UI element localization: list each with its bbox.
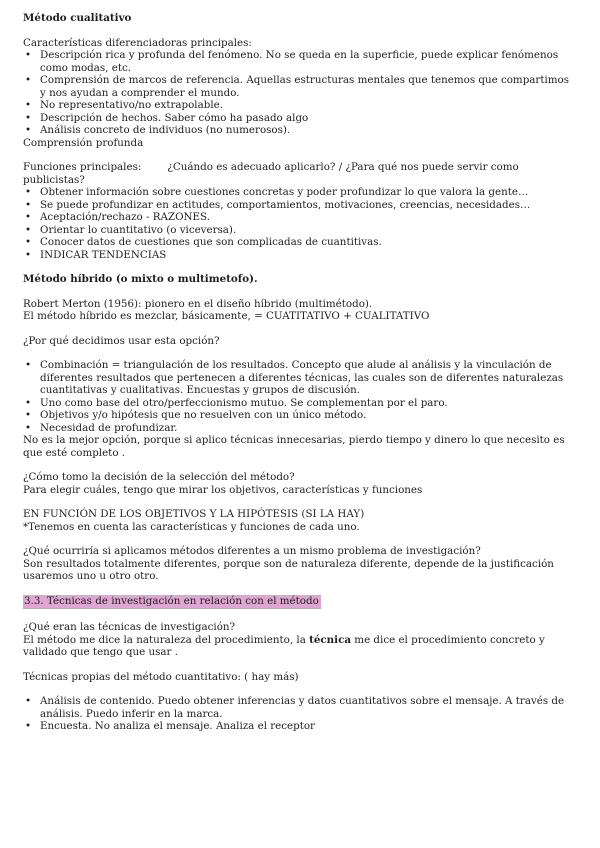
list-item: • Orientar lo cuantitativo (o viceversa). [25, 223, 237, 236]
bullet-icon: • [25, 720, 32, 732]
decision-answer-2: Son resultados totalmente diferentes, porque son de naturaleza diferente, depende de la justificación usaremos uno u otro otro. [23, 557, 554, 582]
bullet-icon: • [25, 49, 32, 61]
decision-funcion: EN FUNCIÓN DE LOS OBJETIVOS Y LA HIPÓTESIS (SI LA HAY) [23, 508, 365, 520]
list-item: • Análisis concreto de individuos (no numerosos). [25, 124, 291, 136]
bullet-icon: • [25, 186, 32, 198]
list-item: • Análisis de contenido. Puedo obtener inferencias y datos cuantitativos sobre el mensaje. A través de análisis. Puedo inferir en la marca. [25, 695, 565, 720]
decision-question: ¿Cómo tomo la decisión de la selección del método? [23, 471, 295, 483]
list-item: • INDICAR TENDENCIAS [25, 248, 167, 261]
list-item: • Comprensión de marcos de referencia. Aquellas estructuras mentales que tenemos que compartimos y nos ayudan a comprender el mundo. [25, 74, 570, 99]
funciones-question: ¿Cuándo es adecuado aplicarlo? / ¿Para qué nos puede servir como publicistas? [23, 161, 519, 186]
hibrido-note: No es la mejor opción, porque si aplico técnicas innecesarias, pierdo tiempo y dinero lo que necesito es que esté completo . [23, 434, 565, 459]
tecnicas-question: ¿Qué eran las técnicas de investigación? [23, 621, 236, 633]
list-item: • Necesidad de profundizar. [25, 421, 178, 434]
bullet-icon: • [25, 396, 32, 409]
section-heading-hibrido: Método híbrido (o mixto o multimetofo). [23, 273, 258, 285]
caracteristicas-list [23, 49, 570, 137]
funciones-line [23, 161, 570, 186]
list-item: • Conocer datos de cuestiones que son complicadas de cuantitivas. [25, 236, 382, 248]
highlighted-section-title: 3.3. Técnicas de investigación en relación con el método [23, 595, 321, 610]
section-heading-cualitativo: Método cualitativo [23, 12, 132, 24]
bullet-icon: • [25, 198, 32, 211]
list-item: • No representativo/no extrapolable. [25, 99, 223, 111]
list-item: • Obtener información sobre cuestiones concretas y poder profundizar lo que valora la gente… [25, 186, 529, 198]
bullet-icon: • [25, 74, 32, 86]
bullet-icon: • [25, 124, 32, 136]
section-heading-tecnicas [23, 595, 570, 610]
list-item: • Encuesta. No analiza el mensaje. Analiza el receptor [25, 720, 315, 732]
bullet-icon: • [25, 248, 32, 261]
list-item: • Descripción rica y profunda del fenómeno. No se queda en la superficie, puede explicar fenómenos como modas, etc. [25, 49, 559, 74]
tecnicas-explanation: El método me dice la naturaleza del procedimiento, la técnica me dice el procedimiento concreto y validado que tengo que usar . [23, 633, 545, 658]
razones-list [23, 359, 570, 434]
list-item: • Objetivos y/o hipótesis que no resuelven con un único método. [25, 409, 367, 421]
bullet-icon: • [25, 111, 32, 124]
bullet-icon: • [25, 223, 32, 236]
list-item: • Combinación = triangulación de los resultados. Concepto que alude al análisis y la vinculación de diferentes resultados que pertenecen a diferentes técnicas, las cuales son de diferentes naturalezas cuantitativas y cualitativas. Encuestas y grupos de discusión. [25, 359, 564, 396]
bullet-icon: • [25, 236, 32, 248]
bullet-icon: • [25, 99, 32, 111]
bullet-icon: • [25, 695, 32, 707]
tecnica-keyword: técnica [309, 633, 352, 646]
list-item: • Aceptación/rechazo - RAZONES. [25, 211, 210, 223]
decision-note: *Tenemos en cuenta las características y funciones de cada uno. [23, 520, 360, 533]
list-item: • Uno como base del otro/perfeccionismo mutuo. Se complementan por el paro. [25, 396, 448, 409]
merton-text: Robert Merton (1956): pionero en el diseño híbrido (multimétodo). [23, 297, 373, 310]
decision-question-2: ¿Qué ocurriría si aplicamos métodos diferentes a un mismo problema de investigación? [23, 545, 481, 557]
hibrido-question: ¿Por qué decidimos usar esta opción? [23, 334, 220, 347]
tecnicas-propias: Técnicas propias del método cuantitativo: ( hay más) [23, 670, 299, 683]
list-item: • Se puede profundizar en actitudes, comportamientos, motivaciones, creencias, necesidades… [25, 198, 531, 211]
list-item: • Descripción de hechos. Saber cómo ha pasado algo [25, 111, 309, 124]
bullet-icon: • [25, 359, 32, 371]
bullet-icon: • [25, 409, 32, 421]
funciones-label: Funciones principales: [23, 161, 142, 173]
comprension-text: Comprensión profunda [23, 136, 144, 149]
bullet-icon: • [25, 211, 32, 223]
caracteristicas-intro: Características diferenciadoras principales: [23, 36, 252, 49]
funciones-list [23, 186, 570, 261]
bullet-icon: • [25, 421, 32, 434]
tecnicas-list [23, 695, 570, 733]
hibrido-definition: El método híbrido es mezclar, básicamente, = CUATITATIVO + CUALITATIVO [23, 310, 430, 322]
decision-answer: Para elegir cuáles, tengo que mirar los objetivos, características y funciones [23, 483, 423, 496]
